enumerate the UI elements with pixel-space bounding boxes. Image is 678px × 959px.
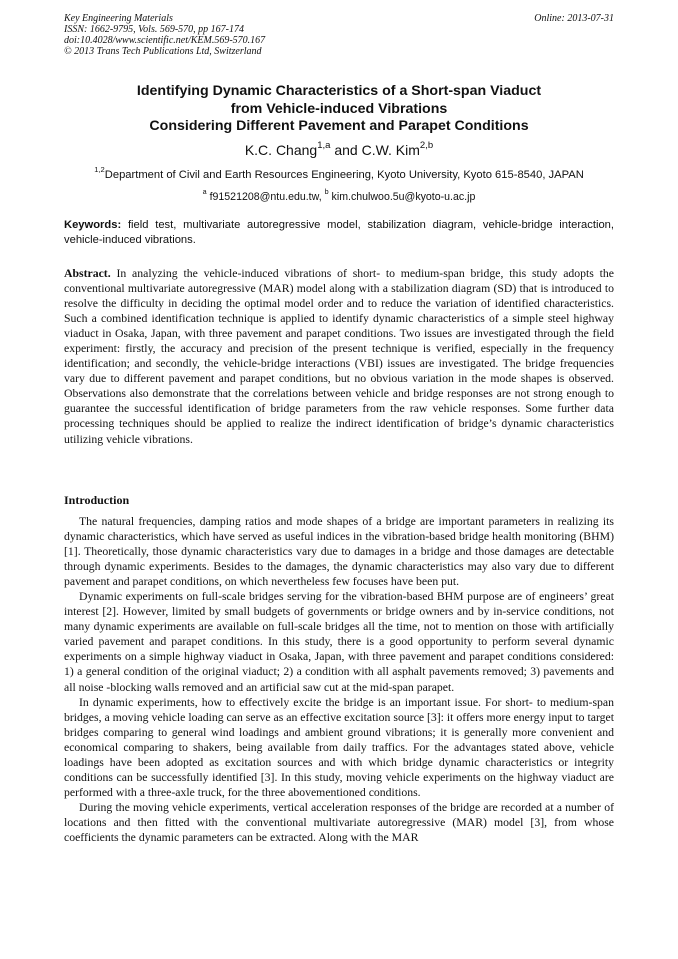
author-1: K.C. Chang bbox=[244, 142, 318, 158]
journal-copyright: © 2013 Trans Tech Publications Ltd, Switzerland bbox=[64, 46, 262, 57]
abstract-text: In analyzing the vehicle-induced vibrations of short- to medium-span bridge, this study adopts the conventional multivariate autoregressive (MAR) model along with a stabilization diagram (SD) that is introduced to resolve the difficulty in deciding the optimal model order and to reduce the variation of identified characteristics. Such a combined identification technique is applied to identify dynamic characteristics of a simple steel highway viaduct in Osaka, Japan, with three pavement and parapet conditions. Two issues are investigated through the field experiment: firstly, the accuracy and precision of the present technique is verified, especially in the frequency identification; and secondly, the vehicle-bridge interactions (VBI) issues are investigated. The bridge frequencies vary due to different pavement and parapet conditions, but no obvious variation in the mode shapes is observed. Observations also demonstrate that the correlations between vehicle and bridge responses are not strong enough to guarantee the successful identification of bridge parameters from the raw vehicle responses. Some further data processing techniques should be applied to realize the indirect identification of bridge’s dynamic characteristics utilizing vehicle vibrations. bbox=[64, 267, 615, 446]
intro-paragraph: In dynamic experiments, how to effectively excite the bridge is an important issue. For short- to medium-span bridges, a moving vehicle loading can serve as an effective excitation source [3]: it offers more energy input to target bridges comparing to general wind loadings and ambient ground vibrations; it is generally more convenient and economical comparing to shakers, being available from daily traffics. For the advantages stated above, vehicle loadings have been adopted as excitation sources and with which bridge dynamic characteristics or integrity conditions can be successfully identified [3]. In this study, moving vehicle experiments on the highway viaduct are performed with a three-axle truck, for the three abovementioned conditions. bbox=[64, 695, 614, 799]
title-line-2: from Vehicle-induced Vibrations bbox=[230, 100, 448, 117]
keywords-text: field test, multivariate autoregressive model, stabilization diagram, vehicle-bridge interaction, vehicle-induced vibrations. bbox=[64, 219, 615, 246]
intro-paragraph: Dynamic experiments on full-scale bridges serving for the vibration-based BHM purpose are of engineers’ great interest [2]. However, limited by small budgets of governments or bridge owners and by in-service conditions, not many dynamic experiments are available on full-scale bridges all the time, not to mention on those with artificially varied pavement and parapet conditions. In this study, there is a good opportunity to perform several dynamic experiments on a simple highway viaduct in Osaka, Japan, with three pavement and parapet conditions considered: 1) a general condition of the original viaduct; 2) a condition with all asphalt pavements removed; 3) pavements and all noise -blocking walls removed and an artificial saw cut at the mid-span parapet. bbox=[64, 590, 614, 694]
email-a[interactable]: f91521208@ntu.edu.tw, bbox=[209, 191, 322, 203]
intro-paragraph: The natural frequencies, damping ratios and mode shapes of a bridge are important parameters in realizing its dynamic characteristics, which have served as useful indices in the vibration-based bridge health monitoring (BHM) [1]. Theoretically, those dynamic characteristics vary due to damages in a bridge and those damages are detectable through dynamic experiments. Besides to the damages, the dynamic characteristics may also vary due to different pavement and parapet conditions, on which nevertheless few focuses have been put. bbox=[64, 515, 614, 589]
abstract-label: Abstract. bbox=[64, 267, 111, 280]
section-heading-introduction: Introduction bbox=[64, 493, 130, 507]
journal-header bbox=[64, 13, 614, 57]
journal-name: Key Engineering Materials bbox=[64, 13, 173, 24]
keywords-label: Keywords: bbox=[64, 219, 122, 231]
author-2-affil: 2,b bbox=[419, 139, 434, 151]
author-conjunction: and bbox=[334, 142, 358, 158]
email-b-marker: b bbox=[324, 187, 329, 197]
author-1-affil: 1,a bbox=[317, 139, 331, 151]
author-2: C.W. Kim bbox=[361, 142, 420, 158]
author-list bbox=[64, 141, 614, 159]
paper-title bbox=[64, 83, 614, 136]
journal-doi: doi:10.4028/www.scientific.net/KEM.569-570.167 bbox=[64, 35, 266, 46]
affiliation-text: Department of Civil and Earth Resources Engineering, Kyoto University, Kyoto 615-8540, JAPAN bbox=[104, 169, 584, 181]
affiliation bbox=[64, 165, 614, 182]
online-date: Online: 2013-07-31 bbox=[534, 13, 614, 24]
introduction-body bbox=[64, 514, 614, 845]
abstract bbox=[64, 266, 614, 447]
author-emails bbox=[64, 187, 614, 204]
title-line-3: Considering Different Pavement and Parapet Conditions bbox=[149, 118, 529, 134]
intro-paragraph: During the moving vehicle experiments, vertical acceleration responses of the bridge are recorded at a number of locations and then fitted with the conventional multivariate autoregressive (MAR) model [3], from whose coefficients the dynamic parameters can be extracted. Along with the MAR bbox=[64, 800, 614, 844]
email-b[interactable]: kim.chulwoo.5u@kyoto-u.ac.jp bbox=[331, 191, 476, 203]
journal-issn: ISSN: 1662-9795, Vols. 569-570, pp 167-174 bbox=[64, 24, 244, 35]
keywords bbox=[64, 218, 614, 247]
title-line-1: Identifying Dynamic Characteristics of a Short-span Viaduct bbox=[136, 83, 542, 99]
email-a-marker: a bbox=[202, 187, 207, 197]
affiliation-marker: 1,2 bbox=[94, 165, 105, 175]
